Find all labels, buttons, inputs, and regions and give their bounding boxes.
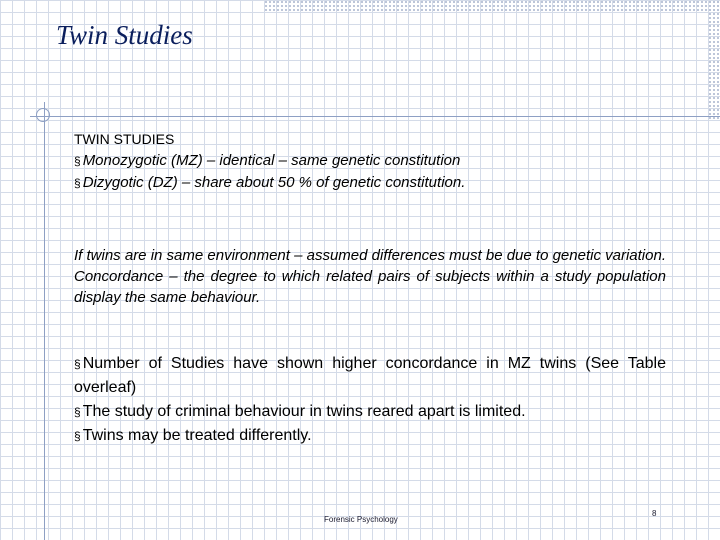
concordance-paragraph: If twins are in same environment – assumed differences must be due to genetic variation. Concordance – the degree to which related pairs of subjects within a study population display the same behaviour. [74, 247, 666, 306]
findings-list [74, 352, 666, 448]
bullet-text: Twins may be treated differently. [82, 427, 312, 444]
bullet-item-reared-apart [74, 400, 666, 424]
page-number: 8 [652, 509, 657, 518]
rule-intersection-circle [36, 108, 50, 122]
bullet-text: The study of criminal behaviour in twins reared apart is limited. [82, 403, 526, 420]
twin-types-block [74, 128, 666, 194]
slide-title: Twin Studies [56, 20, 193, 50]
section-heading: TWIN STUDIES [74, 131, 175, 147]
bullet-item-studies [74, 352, 666, 400]
bullet-icon: § [74, 176, 81, 190]
bullet-text: Number of Studies have shown higher concordance in MZ twins (See Table overleaf) [74, 355, 666, 396]
bullet-icon: § [74, 405, 81, 419]
vertical-rule [44, 102, 45, 540]
bullet-icon: § [74, 357, 81, 371]
decorative-dot-band-right [708, 0, 720, 120]
bullet-item-dz [74, 172, 666, 194]
bullet-icon: § [74, 429, 81, 443]
footer-label: Forensic Psychology [324, 515, 398, 524]
bullet-text: Monozygotic (MZ) – identical – same genetic constitution [82, 152, 461, 169]
bullet-icon: § [74, 154, 81, 168]
bullet-item-mz [74, 150, 666, 172]
bullet-item-treated-differently [74, 424, 666, 448]
decorative-dot-band-top [264, 0, 720, 12]
bullet-text: Dizygotic (DZ) – share about 50 % of genetic constitution. [82, 174, 466, 191]
horizontal-rule [30, 116, 720, 117]
